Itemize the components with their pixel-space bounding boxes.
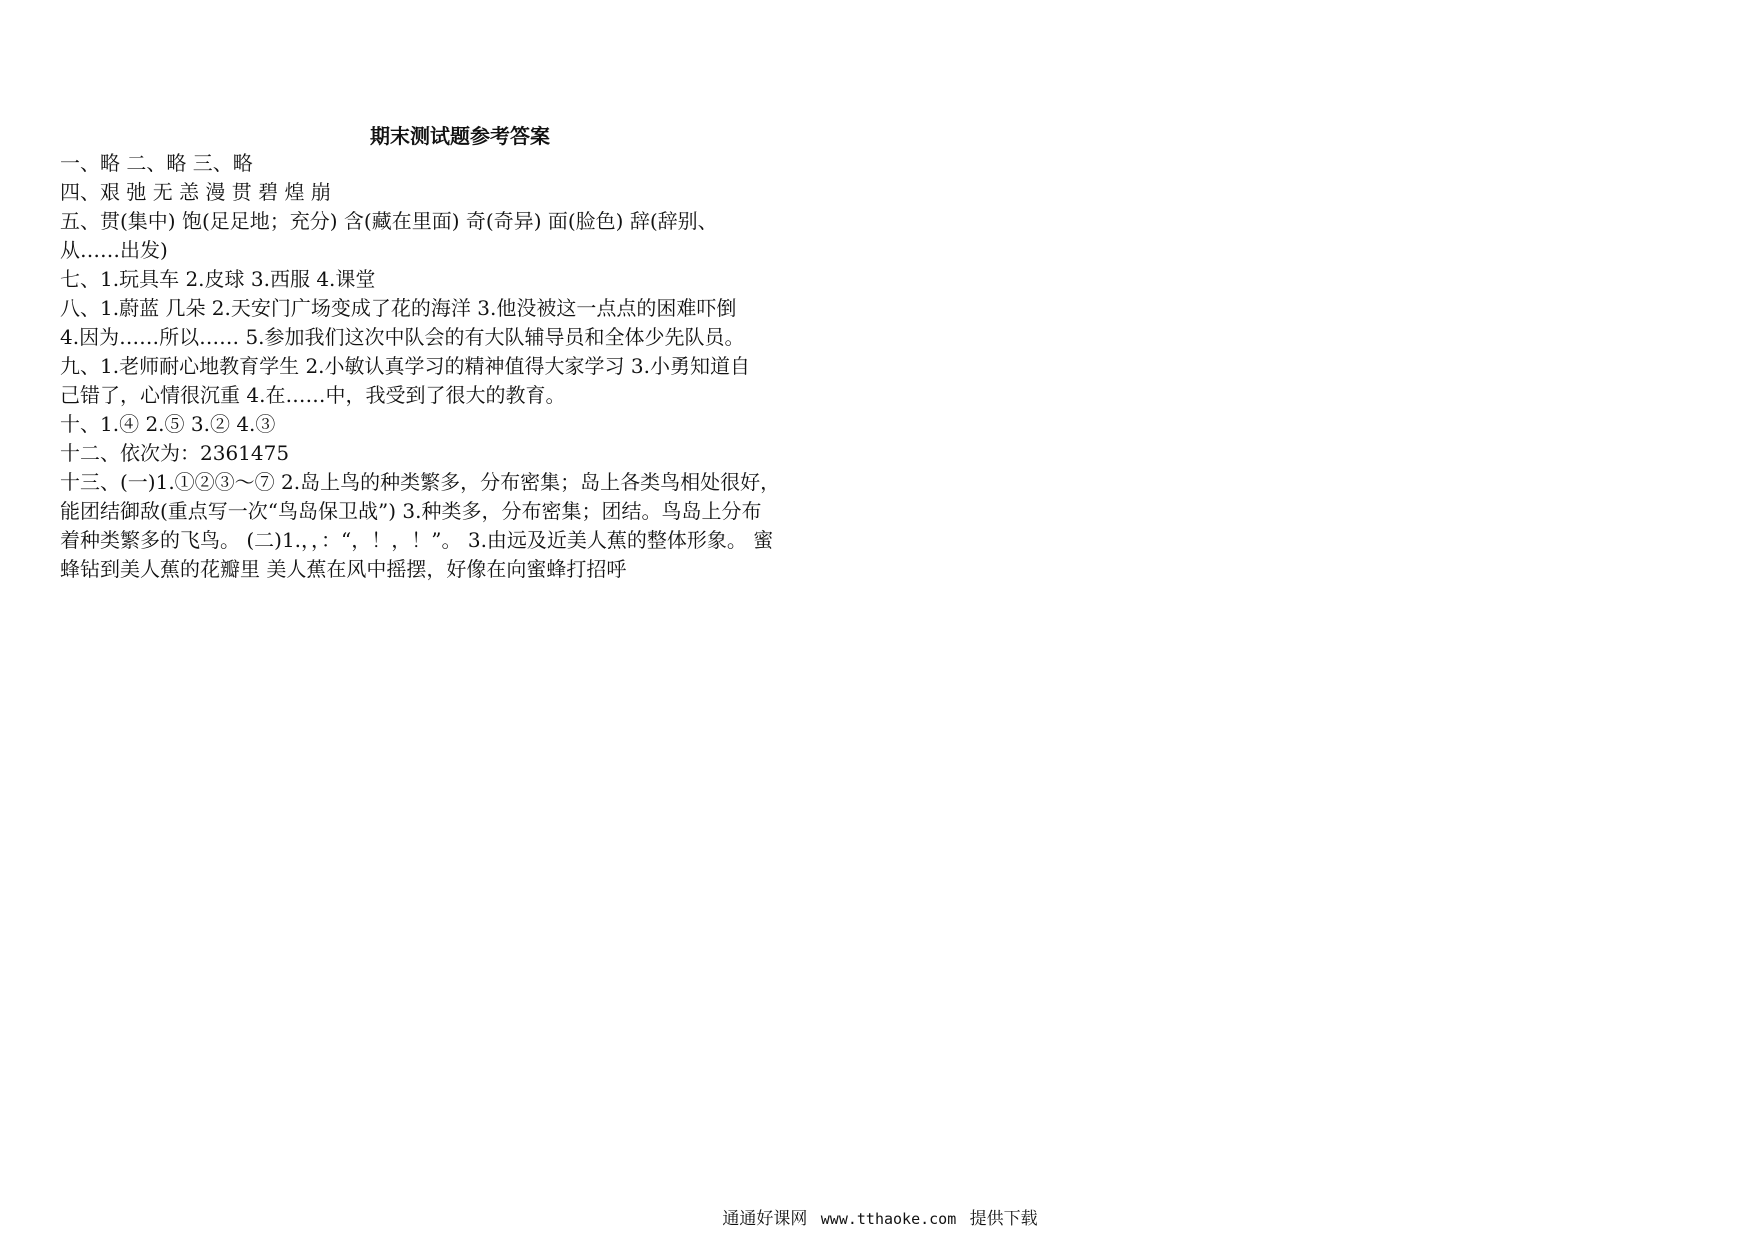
answer-line-5: 七、1.玩具车 2.皮球 3.西服 4.课堂 (60, 267, 376, 291)
footer-suffix: 提供下载 (969, 1209, 1038, 1229)
footer-site-name: 通通好课网 (722, 1209, 808, 1229)
answer-line-14: 着种类繁多的飞鸟。 (二)1.，，：“，！，！”。 3.由远及近美人蕉的整体形象。 蜜 (60, 528, 774, 552)
answer-line-1: 一、略 二、略 三、略 (60, 151, 253, 175)
answer-line-15: 蜂钻到美人蕉的花瓣里 美人蕉在风中摇摆，好像在向蜜蜂打招呼 (60, 557, 627, 581)
page-title: 期末测试题参考答案 (370, 124, 550, 148)
answer-line-12: 十三、(一)1.①②③～⑦ 2.岛上鸟的种类繁多，分布密集；岛上各类鸟相处很好， (60, 470, 781, 494)
answer-line-4: 从……出发) (60, 238, 168, 262)
page-footer (560, 1208, 1200, 1230)
answer-line-11: 十二、依次为：2361475 (60, 441, 290, 465)
answer-line-8: 九、1.老师耐心地教育学生 2.小敏认真学习的精神值得大家学习 3.小勇知道自 (60, 354, 750, 378)
answer-line-10: 十、1.④ 2.⑤ 3.② 4.③ (60, 412, 276, 436)
footer-url: www.tthaoke.com (820, 1210, 957, 1228)
answer-body (60, 149, 862, 584)
answer-line-2: 四、艰 弛 无 恙 漫 贯 碧 煌 崩 (60, 180, 331, 204)
answer-line-9: 己错了，心情很沉重 4.在……中，我受到了很大的教育。 (60, 383, 566, 407)
answer-line-3: 五、贯(集中) 饱(足足地；充分) 含(藏在里面) 奇(奇异) 面(脸色) 辞(辞别、 (60, 209, 718, 233)
answer-line-6: 八、1.蔚蓝 几朵 2.天安门广场变成了花的海洋 3.他没被这一点点的困难吓倒 (60, 296, 737, 320)
answer-line-7: 4.因为……所以…… 5.参加我们这次中队会的有大队辅导员和全体少先队员。 (60, 325, 745, 349)
answer-line-13: 能团结御敌(重点写一次“鸟岛保卫战”) 3.种类多，分布密集；团结。鸟岛上分布 (60, 499, 762, 523)
